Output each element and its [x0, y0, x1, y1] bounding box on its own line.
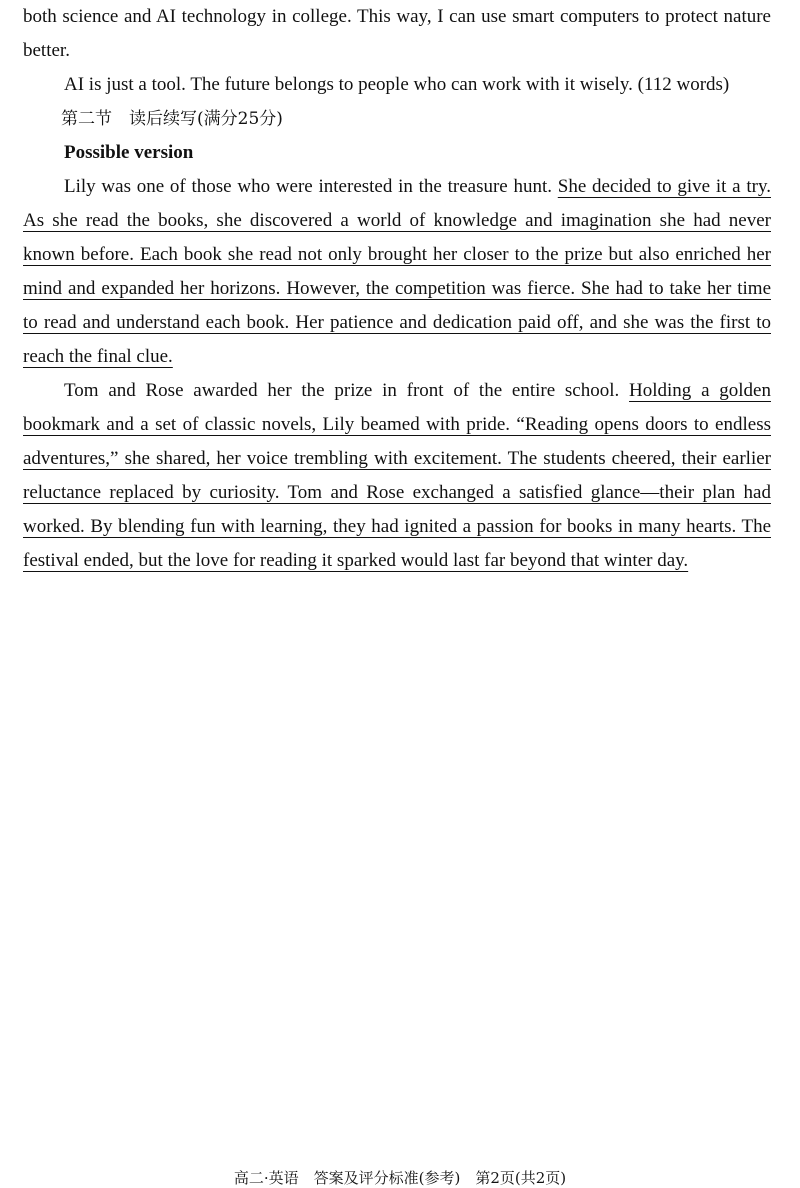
paragraph-one — [23, 170, 771, 374]
section-heading: 第二节 读后续写(满分25分) — [61, 109, 283, 129]
intro-continuation: both science and AI technology in college. This way, I can use smart computers to protect nature better. — [23, 6, 771, 61]
paragraph-two — [23, 374, 771, 578]
paragraph-one-underlined: She decided to give it a try. As she read the books, she discovered a world of knowledge and imagination she had never known before. Each book she read not only brought her closer to the prize but also enriched her mind and expanded her horizons. However, the competition was fierce. She had to take her time to read and understand each book. Her patience and dedication paid off, and she was the first to reach the final clue. — [23, 176, 771, 367]
intro-conclusion: AI is just a tool. The future belongs to people who can work with it wisely. (112 words) — [64, 74, 730, 95]
paragraph-two-underlined: Holding a golden bookmark and a set of classic novels, Lily beamed with pride. “Reading opens doors to endless adventures,” she shared, her voice trembling with excitement. The students cheered, their earlier reluctance replaced by curiosity. Tom and Rose exchanged a satisfied glance—their plan had worked. By blending fun with learning, they had ignited a passion for books in many hearts. The festival ended, but the love for reading it sparked would last far beyond that winter day. — [23, 380, 771, 571]
paragraph-one-plain: Lily was one of those who were interested in the treasure hunt. — [64, 176, 558, 197]
page-footer: 高二·英语 答案及评分标准(参考) 第2页(共2页) — [233, 1169, 567, 1187]
possible-version-heading: Possible version — [64, 142, 194, 163]
paragraph-two-plain: Tom and Rose awarded her the prize in front of the entire school. — [64, 380, 630, 401]
answer-text — [23, 0, 771, 578]
